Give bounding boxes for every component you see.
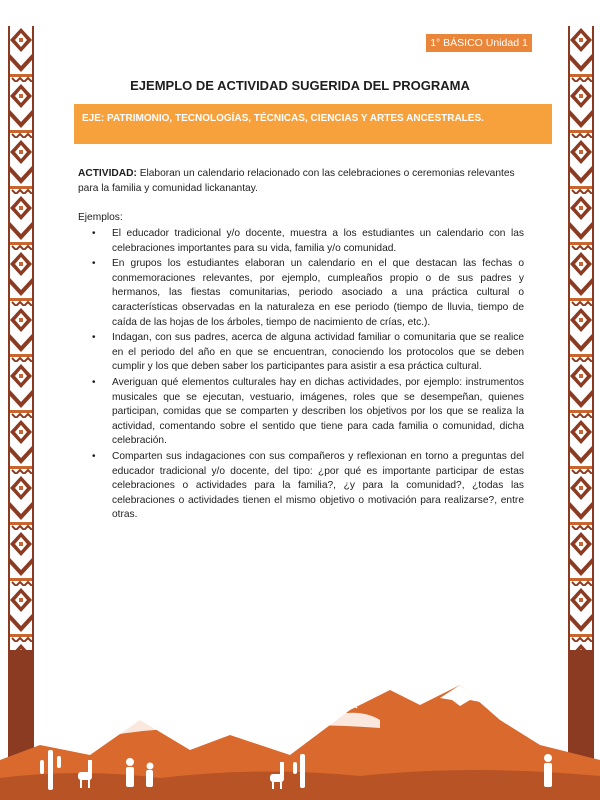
axis-text: EJE: PATRIMONIO, TECNOLOGÍAS, TÉCNICAS, CIENCIAS Y ARTES ANCESTRALES. <box>82 113 484 124</box>
list-item-text: En grupos los estudiantes elaboran un calendario en el que destacan las fechas o conmemoraciones relevantes, por ejemplo, cumpleaños propio o de sus padres y hermanos, las fiestas comunitarias, periodo asociado a una práctica cultural o características observadas en la naturaleza en ese periodo (tiempo de lluvia, tiempo de caída de las hojas de los árboles, tiempo de nacimiento de crías, etc.). <box>112 258 524 328</box>
bullet-icon: • <box>92 258 96 270</box>
list-item <box>78 227 524 256</box>
bullet-icon: • <box>92 376 96 388</box>
person-icon <box>126 758 134 787</box>
decorative-border-left <box>8 26 34 706</box>
list-item <box>78 257 524 330</box>
list-item-text: Averiguan qué elementos culturales hay en dichas actividades, por ejemplo: instrumentos musicales que se ejecutan, vestuario, imágenes, roles que se desempeñan, quienes participan, comidas que se comparten y describen los objetivos por los que se realiza la actividad, comentando sobre el sentido que tiene para cada familia o comunidad, dicha celebración. <box>112 376 524 447</box>
bullet-icon: • <box>92 450 96 462</box>
page-title: EJEMPLO DE ACTIVIDAD SUGERIDA DEL PROGRAMA <box>130 78 470 93</box>
person-icon <box>146 763 154 788</box>
landscape-illustration <box>0 650 600 800</box>
bullet-icon: • <box>92 332 96 344</box>
activity-paragraph <box>78 167 528 196</box>
examples-list <box>78 227 524 524</box>
examples-label: Ejemplos: <box>78 212 123 223</box>
list-item-text: El educador tradicional y/o docente, muestra a los estudiantes un calendario con las celebraciones importantes para su vida, familia y/o comunidad. <box>112 228 524 254</box>
unit-badge: 1° BÁSICO Unidad 1 <box>426 34 532 52</box>
person-icon <box>544 754 552 787</box>
activity-label: ACTIVIDAD: <box>78 168 137 179</box>
list-item <box>78 450 524 523</box>
decorative-border-right <box>568 26 594 706</box>
bullet-icon: • <box>92 228 96 239</box>
list-item <box>78 331 524 375</box>
list-item <box>78 376 524 449</box>
activity-text: Elaboran un calendario relacionado con las celebraciones o ceremonias relevantes para la familia y comunidad lickanantay. <box>78 168 515 194</box>
list-item-text: Comparten sus indagaciones con sus compañeros y reflexionan en torno a preguntas del educador tradicional y/o docente, del tipo: ¿por qué es importante participar de estas celebraciones o actividades para la familia?, ¿y para la comunidad?, ¿todas las celebraciones o actividades tienen el mismo objetivo o motivación para realizarse?, entre otras. <box>112 450 524 521</box>
list-item-text: Indagan, con sus padres, acerca de alguna actividad familiar o comunitaria que se realice en el periodo del año en que se encuentran, conociendo los protocolos que se deben cumplir y los que deben saber los participantes para asistir a esa práctica cultural. <box>112 332 524 373</box>
axis-banner <box>74 104 552 144</box>
